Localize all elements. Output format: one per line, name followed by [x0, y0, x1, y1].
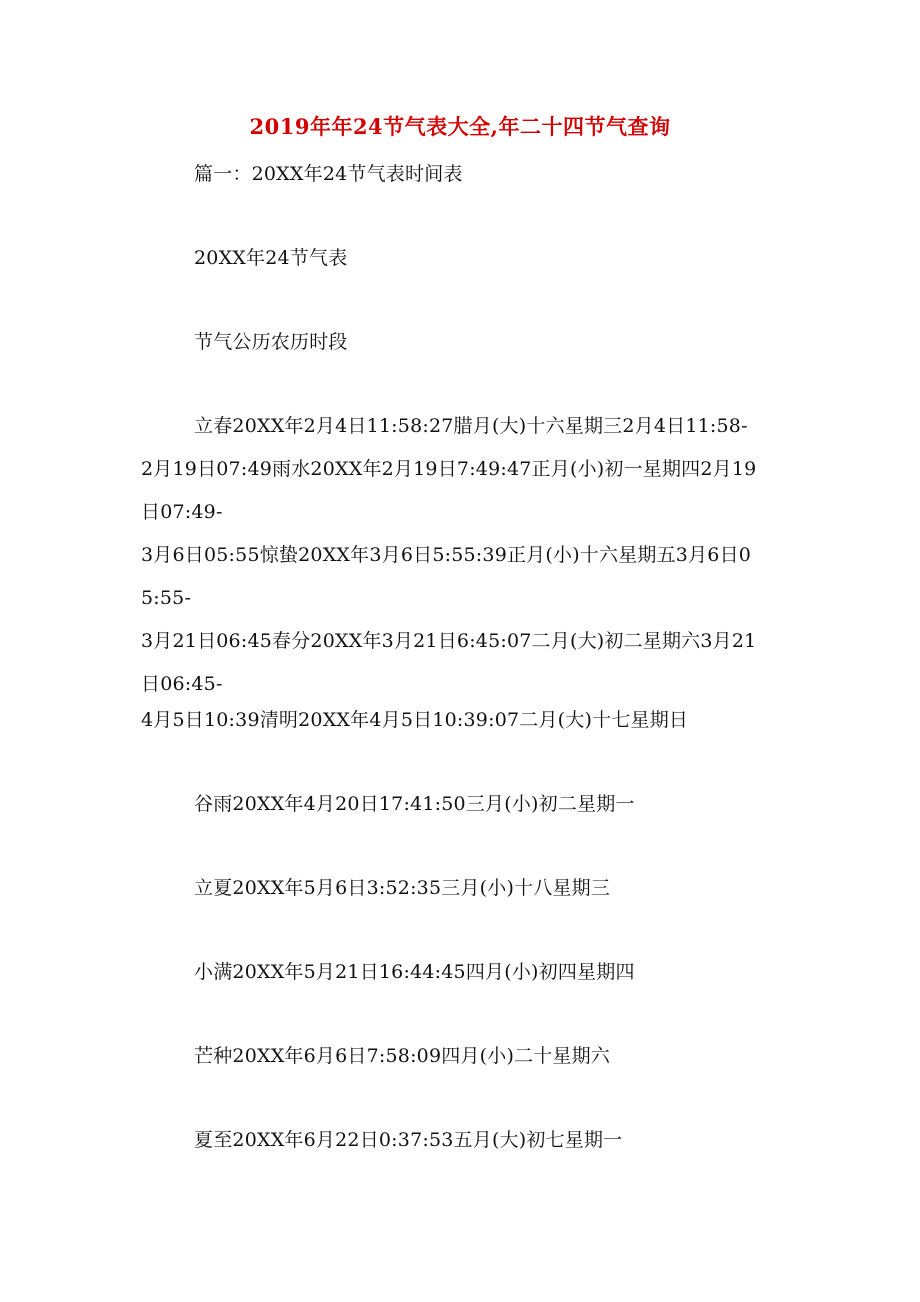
text-line: 5:55-	[141, 587, 192, 609]
table-title: 20XX年24节气表	[194, 247, 348, 269]
text-line: 3月6日05:55惊蛰20XX年3月6日5:55:39正月(小)十六星期五3月6日0	[141, 544, 752, 566]
solar-term-entry: 芒种20XX年6月6日7:58:09四月(小)二十星期六	[194, 1045, 611, 1067]
text-line: 2月19日07:49雨水20XX年2月19日7:49:47正月(小)初一星期四2月19	[141, 458, 757, 480]
text-line: 3月21日06:45春分20XX年3月21日6:45:07二月(大)初二星期六3月21	[141, 630, 757, 652]
text-line: 日07:49-	[141, 501, 223, 523]
section-heading: 篇一：20XX年24节气表时间表	[194, 163, 463, 185]
table-header: 节气公历农历时段	[194, 331, 348, 353]
solar-term-entry: 立夏20XX年5月6日3:52:35三月(小)十八星期三	[194, 877, 611, 899]
text-line: 日06:45-	[141, 673, 223, 695]
document-title: 2019年年24节气表大全,年二十四节气查询	[249, 114, 671, 139]
solar-term-entry: 小满20XX年5月21日16:44:45四月(小)初四星期四	[194, 961, 635, 983]
solar-term-entry: 夏至20XX年6月22日0:37:53五月(大)初七星期一	[194, 1129, 623, 1151]
text-line: 4月5日10:39清明20XX年4月5日10:39:07二月(大)十七星期日	[141, 709, 689, 731]
text-line: 立春20XX年2月4日11:58:27腊月(大)十六星期三2月4日11:58-	[194, 415, 748, 437]
solar-term-entry: 谷雨20XX年4月20日17:41:50三月(小)初二星期一	[194, 793, 635, 815]
